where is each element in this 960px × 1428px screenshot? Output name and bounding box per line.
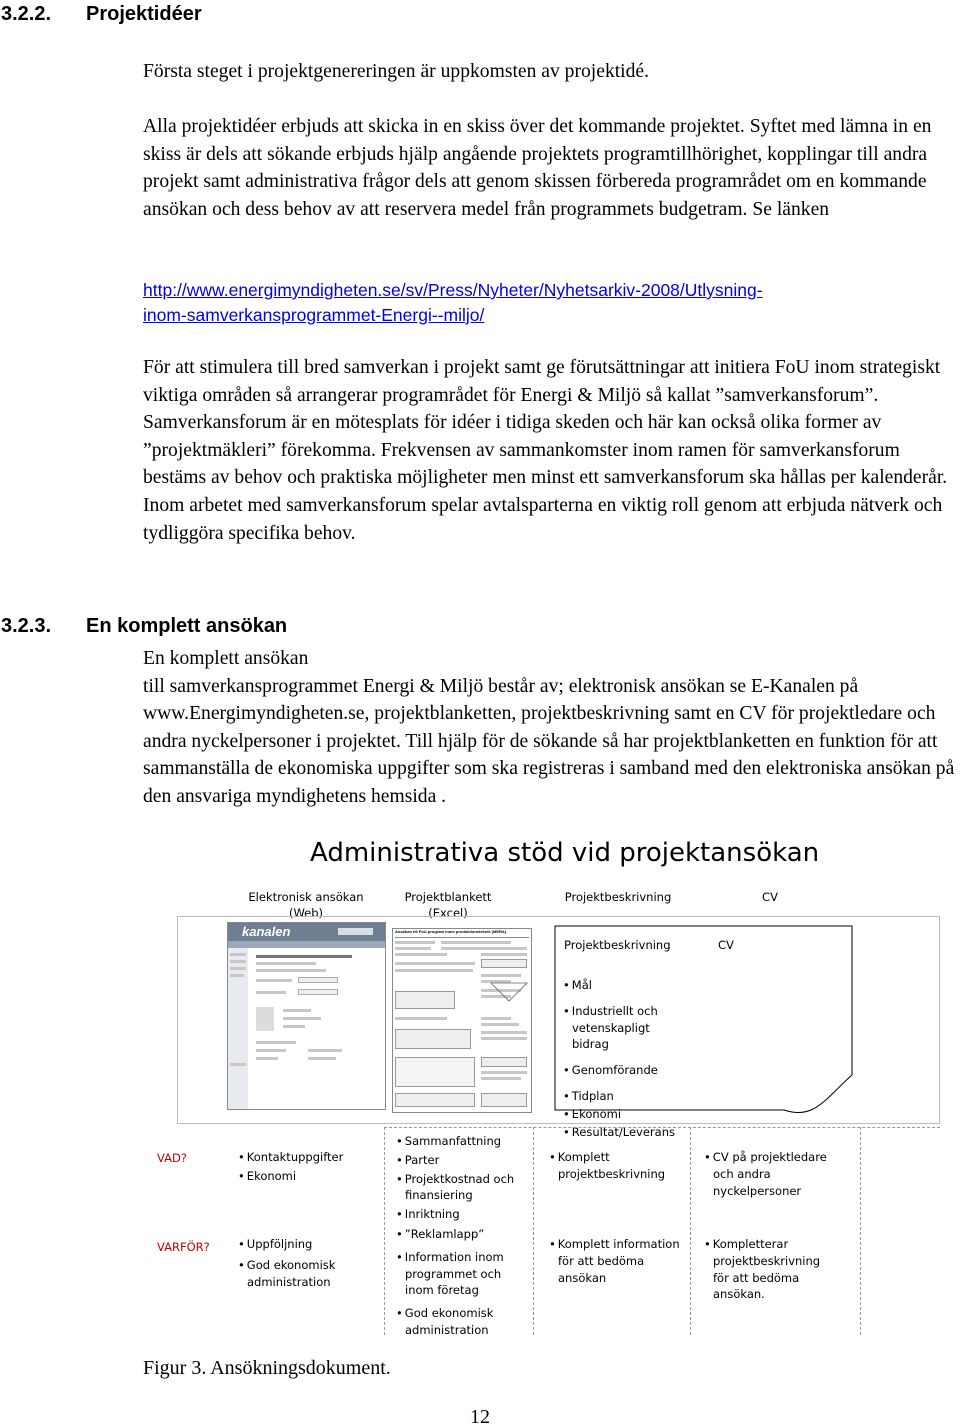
paragraph: Första steget i projektgenereringen är uppkomsten av projektidé. [143, 61, 650, 82]
section-title: Projektidéer [86, 3, 202, 25]
list-item: • Komplett projektbeskrivning [549, 1149, 679, 1183]
list-item: • Genomförande [563, 1062, 673, 1079]
list-item: • Ekonomi [563, 1106, 673, 1123]
column-label: Projektbeskrivning [564, 890, 672, 904]
column-label: Projektblankett (Excel) [404, 890, 492, 920]
paragraph [143, 645, 960, 811]
row-label-vad: VAD? [157, 1151, 187, 1165]
list-item: • Ekonomi [238, 1168, 378, 1185]
varfor-cell [704, 1236, 828, 1303]
list-item: • Projektkostnad och finansiering [396, 1171, 526, 1205]
vad-cell [238, 1149, 378, 1185]
list-item: • ”Reklamlapp” [396, 1226, 526, 1243]
hyperlink-line[interactable]: inom-samverkansprogrammet-Energi--miljo/ [143, 305, 485, 325]
kanalen-logo: kanalen [242, 924, 291, 939]
list-item: • Inriktning [396, 1206, 526, 1223]
hyperlink-line[interactable]: http://www.energimyndigheten.se/sv/Press/Nyheter/Nyhetsarkiv-2008/Utlysning- [143, 280, 763, 300]
section-number: 3.2.3. [1, 615, 52, 637]
paragraph-line: till samverkansprogrammet Energi & Miljö består av; [143, 675, 564, 697]
section-title: En komplett ansökan [86, 615, 288, 637]
varfor-cell [396, 1226, 526, 1339]
doc-title: Projektbeskrivning [564, 938, 671, 952]
list-item: • Uppföljning [238, 1236, 370, 1253]
table-divider [690, 1127, 691, 1335]
column-label: CV [762, 890, 778, 904]
list-item: • Industriellt och vetenskapligt bidrag [563, 1003, 673, 1053]
table-divider [384, 1127, 385, 1335]
list-item: • Kompletterar projektbeskrivning för att bedöma ansökan. [704, 1236, 828, 1303]
web-screenshot-thumbnail [227, 922, 386, 1110]
doc-title: CV [718, 938, 734, 952]
paragraph-line: elektronisk ansökan se E-Kanalen på www.Energimyndigheten.se, projektblanketten, projektbeskrivning samt en CV för projektledare och andra nyckelpersoner i projektet. Till hjälp för de sökande så har projektblanketten en funktion för att sammanställa de ekonomiska uppgifter som ska registreras i samband med den elektroniska ansökan på den ansvariga myndighetens hemsida . [143, 675, 955, 807]
table-divider [533, 1127, 534, 1335]
doc-bullet-list [563, 977, 673, 1140]
paragraph: Alla projektidéer erbjuds att skicka in en skiss över det kommande projektet. Syftet med lämna in en skiss är dels att sökande erbjuds hjälp angående projektets programtillhörighet, kopplingar till andra projekt samt administrativa frågor dels att genom skissen förbereda programrådet om en kommande ansökan och dess behov av att reservera medel från programmets budgetram. Se länken [143, 116, 932, 220]
varfor-cell [549, 1236, 685, 1286]
list-item: • Mål [563, 977, 673, 994]
figure-title: Administrativa stöd vid projektansökan [310, 838, 820, 868]
table-divider [860, 1127, 861, 1335]
list-item: • Parter [396, 1152, 526, 1169]
figure-caption: Figur 3. Ansökningsdokument. [143, 1357, 391, 1379]
table-divider [384, 1127, 940, 1128]
vad-cell [704, 1149, 838, 1199]
list-item: • Komplett information för att bedöma ansökan [549, 1236, 685, 1286]
varfor-cell [238, 1236, 370, 1290]
vad-cell [549, 1149, 679, 1183]
list-item: • Sammanfattning [396, 1133, 526, 1150]
paragraph-line: En komplett ansökan [143, 648, 309, 669]
page-number: 12 [470, 1406, 490, 1428]
excel-header: Ansökan till FoU-program inom produktionsteknik (MERA) [395, 929, 507, 934]
paragraph: För att stimulera till bred samverkan i projekt samt ge förutsättningar att initiera FoU inom strategiskt viktiga områden så arrangerar programrådet för Energi & Miljö så kallat ”samverkansforum”. Samverkansforum är en mötesplats för idéer i tidiga skeden och här kan också olika former av ”projektmäkleri” förekomma. Frekvensen av sammankomster inom ramen för samverkansforum bestäms av behov och praktiska möjligheter men minst ett samverkansforum ska hållas per kalenderår. Inom arbetet med samverkansforum spelar avtalsparterna en viktig roll genom att erbjuda nätverk och tydliggöra specifika behov. [143, 357, 948, 544]
list-item: • CV på projektledare och andra nyckelpersoner [704, 1149, 838, 1199]
section-number: 3.2.2. [1, 3, 52, 25]
list-item: • Resultat/Leverans [563, 1124, 673, 1141]
list-item: • Kontaktuppgifter [238, 1149, 378, 1166]
list-item: • Tidplan [563, 1088, 673, 1105]
triangle-diagram-icon [489, 981, 529, 1003]
list-item: • Information inom programmet och inom företag [396, 1249, 526, 1299]
list-item: • God ekonomisk administration [238, 1257, 370, 1291]
vad-cell [396, 1133, 526, 1223]
column-label: Elektronisk ansökan (Web) [248, 890, 364, 920]
row-label-varfor: VARFÖR? [157, 1240, 210, 1254]
list-item: • God ekonomisk administration [396, 1305, 526, 1339]
excel-screenshot-thumbnail [392, 928, 532, 1113]
